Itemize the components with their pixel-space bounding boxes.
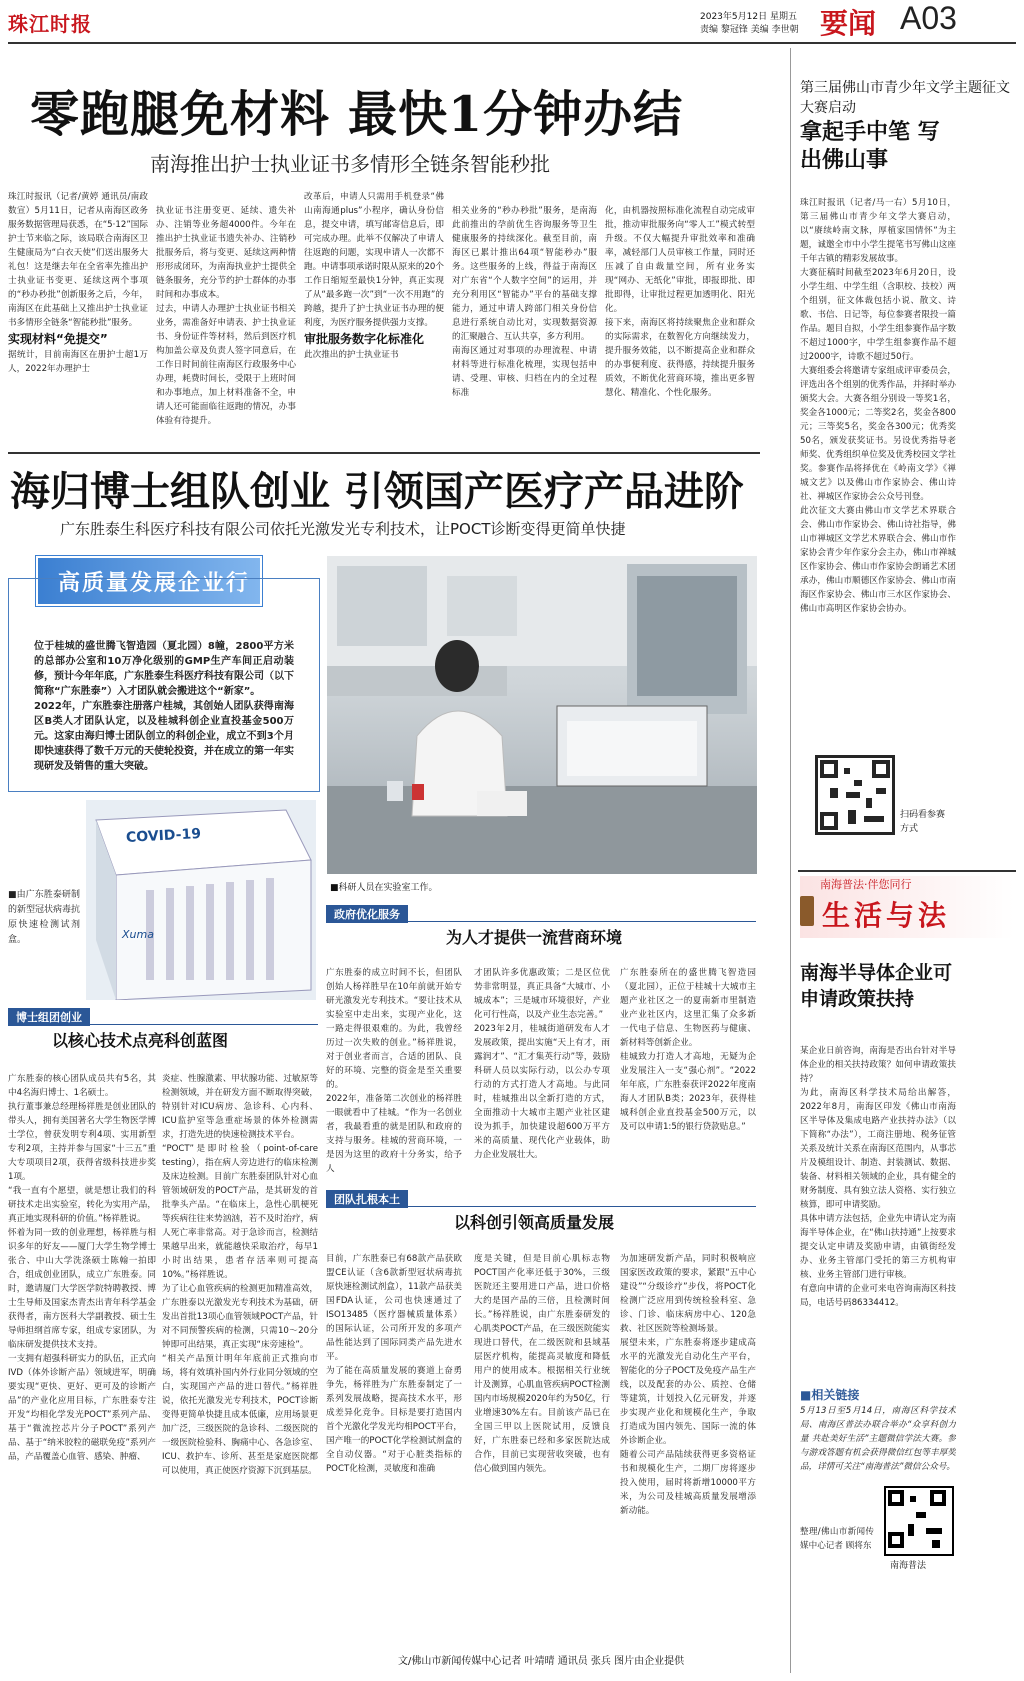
kit-box-brand: Xuma <box>122 928 154 941</box>
story1-col1 <box>8 190 148 450</box>
paper-name: 珠江时报 <box>8 12 92 36</box>
story1-col5-text: 化，由机器按照标准化流程自动完成审批，推动审批服务向“零人工”模式转型升级。不仅大幅提升审批效率和准确率，减轻部门人员审核工作量，同时还压减了自由裁量空间，所有业务实现“网办、无纸化”审批，即报即批、即批即得，让审批过程更加透明化、阳光化。 接下来，南海区将持续聚焦企业和群众的实际需求，在数智化方向继续发力，提升服务效能，以不断提高企业和群众的办事便利度、获得感，持续提升服务质效，不断优化营商环境，推出更多智慧化、精准化、个性化服务。 <box>605 206 755 398</box>
qr-code-icon <box>886 1488 948 1550</box>
section-label: 要闻 <box>820 7 877 40</box>
gavel-icon <box>800 896 814 926</box>
section-a-col2 <box>162 1058 318 1668</box>
sidebar-bottom-rule <box>798 870 1016 872</box>
sidebar-bottom-credit-text: 整理/佛山市新闻传媒中心记者 顾将东 <box>800 1527 874 1551</box>
section-c-title: 以科创引领高质量发展 <box>454 1213 615 1232</box>
story1-col1-subhead: 实现材料“免提交” <box>8 332 108 346</box>
sidebar-bottom-credit <box>800 1525 874 1585</box>
kit-photo-svg <box>86 800 316 1000</box>
sidebar-top-qr <box>815 755 895 835</box>
story1-col5 <box>605 190 755 450</box>
story1-rule <box>8 452 760 454</box>
section-b-col1 <box>326 952 462 1182</box>
section-a-col1-text: 广东胜泰的核心团队成员共有5名，其中4名海归博士、1名硕士。 执行董事兼总经理杨祥胜是创业团队的带头人，拥有美国著名大学生物医学博士学位，曾获发明专利4项、实用新型专利2项，主持并参与国家“十三五”重大专项项目2项，获得省级科技进步奖1项。 “我一直有个愿望，就是想让我们的科研技术走出实验室，转化为实用产品，真正地实现科研的价值。”杨祥胜说。 怀着为同一致的创业理想，杨祥胜与相识多年的好友——厦门大学生物学博士张合、中山大学洗涤硕士陈翰一拍即合，组成创业团队，成立广东胜泰。同时，邀请厦门大学医学院特聘教授、博士生导师及国家杰青杰出青年科学基金获得者，南方医科大学副教授、硕士生导师担纲首席专家，组成专家团队，为临床研发提供技术支持。 一支拥有超强科研实力的队伍，正式向IVD（体外诊断产品）领域进军，明确要实现“更快、更好、更可及的诊断产品”的产业化应用目标，广东胜泰专注开发“均相化学发光POCT”系列产品、基于“微流控芯片分子POCT”系列产品、基于“纳米胶粒的磁联免疫”系列产品，产品覆盖心血管、感染、肿瘤、 <box>8 1074 156 1462</box>
section-c-rule <box>326 1206 756 1207</box>
sidebar-bottom-headline: 南海半导体企业可申请政策扶持 <box>800 962 953 1010</box>
sidebar-top-body <box>800 182 956 742</box>
sidebar-top-kicker: 第三届佛山市青少年文学主题征文大赛启动 <box>800 80 1010 116</box>
story1-col4-text: 相关业务的“秒办秒批”服务，是南海此前推出的孕前优生咨询服务等卫生健康服务的持续深化。截至目前，南海区已累计推出64项“智能秒办”服务。这些服务的上线，得益于南海区对广东省“个人数字空间”的运用，并充分利用区“智能办”平台的基础支撑能力，通过申请人跨部门相关身份信息进行系统自动比对，实现数据资源的汇聚融合、互认共享，多方利用。 南海区通过对事项的办理流程、申请材料等进行标准化梳理，实现包括申请、受理、审核、归档在内的全过程标准 <box>452 206 597 398</box>
section-a-rule <box>8 1024 318 1025</box>
story1-headline: 零跑腿免材料 最快1分钟办结 <box>30 85 684 143</box>
sidebar-bottom-body <box>800 1030 956 1380</box>
kit-photo-caption <box>8 888 80 998</box>
section-b-rule <box>326 921 756 922</box>
section-b-col2 <box>474 952 610 1182</box>
story1-col1-text: 珠江时报讯（记者/黄婷 通讯员/南政数宣）5月11日，记者从南海区政务服务数据管理局获悉，在“5·12”国际护士节来临之际，该局联合南海区卫生健康局为“白衣天使”们送出服务大礼包！这是继去年在全省率先推出护士执业证书变更、延续这两个事项的“秒办秒批”创新服务之后，今年，南海区在此基础上又推出护士执业证书多情形全链条“智能秒批”服务。 <box>8 192 148 328</box>
editor-line: 责编 黎冠锋 美编 李世朝 <box>700 25 799 35</box>
section-c-col1-text: 目前，广东胜泰已有68款产品获欧盟CE认证（含6款新型冠状病毒抗原快速检测试剂盒），11款产品获美国FDA认证，公司也快速通过了ISO13485（医疗器械质量体系）的国际认证，公司所开发的多项产品性能达到了国际同类产品先进水平。 为了能在高质量发展的赛道上奋勇争先，杨祥胜为广东胜泰制定了一系列发展战略，提高技术水平，形成差异化竞争。目标是要打造国内首个光激化学发光均相POCT平台，国产唯一的POCT化学检测试剂盒的全自动仪器。“对于心脏类指标的POCT化检测，灵敏度和准确 <box>326 1254 462 1474</box>
qr-code-icon <box>818 758 892 832</box>
section-a-col2-text: 炎症、性腺激素、甲状腺功能、过敏原等检测领域，并在研发方面不断取得突破，特别针对ICU病房、急诊科、心内科、ICU监护室等急重症场景的体外检测需求，打造先进的快速检测技术平台。 “POCT”是即时检验（point-of-care testing），指在病人旁边进行的临床检测及床边检测。目前广东胜泰团队针对心血管领域研发的POCT产品，是其研发的首批拳头产品。“在临床上，急性心肌梗死等疾病往往来势汹汹，若不及时治疗，病人死亡率非常高。对于急诊而言，检测结果越早出来，就能越快采取治疗，每早1小时出结果，患者存活率则可提高10%。”杨祥胜说。 为了让心血管疾病的检测更加精准高效，广东胜泰以光激发光专利技术为基础，研发出首批13项心血管领域POCT产品，针对不同预警疾病的检测，只需10～20分钟即可出结果，真正实现“床旁速检”。 “相关产品预计明年年底前正式推向市场，将有效填补国内外行业同分领域的空白，实现国产产品的进口替代。”杨祥胜说，依托光激发光专利技术，POCT诊断变得更简单快捷且成本低廉，应用场景更加广泛，三级医院的急诊科、二级医院的一级医院检验科、胸痛中心、各急诊室、ICU、救护车、诊所、甚至是家庭医院都可以使用，真正使医疗资源下沉到基层。 <box>162 1074 318 1476</box>
kit-box-label: COVID-19 <box>125 826 202 846</box>
sidebar-top-body-text: 珠江时报讯（记者/马一右）5月10日，第三届佛山市青少年文学大赛启动，以“赓续岭南文脉，厚植家国情怀”为主题，诚邀全市中小学生提笔书写佛山这座千年古镇的精彩发展故事。 大赛征稿时间截至2023年6月20日，设小学生组、中学生组（含职校、技校）两个组别，征文体裁包括小说、散文、诗歌、书信、日记等，每位参赛者限投一篇作品。题目自拟，小学生组参赛作品字数不超过1000字，中学生组参赛作品不超过2000字，诗歌不超过50行。 大赛组委会将邀请专家组成评审委员会，评选出各个组别的优秀作品，并择时举办颁奖大会。大赛各组分别设一等奖1名，奖金各1000元；二等奖2名，奖金各800元；三等奖5名，奖金各300元；优秀奖50名，颁发获奖证书。另设优秀指导老师奖、优秀组织单位奖及优秀校园文学社奖。参赛作品将择优在《岭南文学》《禅城文艺》以及佛山市作家协会、佛山诗社、禅城区作家协会公众号刊登。 此次征文大赛由佛山市文学艺术界联合会、佛山市作家协会、佛山诗社指导，佛山市禅城区文学艺术界联合会、佛山市作家协会青少年作家分会主办，佛山市禅城区作家协会、佛山市作家协会朗诵艺术团承办，佛山市顺德区作家协会、佛山市南海区作家协会、佛山市三水区作家协会、佛山市高明区作家协会协办。 <box>800 198 956 614</box>
section-a-tag: 博士组团创业 <box>8 1008 90 1026</box>
sidebar-divider <box>790 48 791 1673</box>
section-c-tag: 团队扎根本土 <box>326 1190 408 1208</box>
section-c-col3 <box>620 1238 756 1638</box>
law-qr <box>884 1486 954 1556</box>
kit-photo <box>86 800 316 1000</box>
story1-col4 <box>452 190 597 450</box>
section-a-title: 以核心技术点亮科创蓝图 <box>52 1031 229 1050</box>
lab-photo-caption: ■科研人员在实验室工作。 <box>330 883 438 893</box>
story2-lead <box>34 624 294 784</box>
story1-col1-tail: 据统计，目前南海区在册护士超1万人，2022年办理护士 <box>8 350 148 374</box>
section-c-col2 <box>474 1238 610 1638</box>
page-number: A03 <box>900 0 957 36</box>
kit-photo-caption-text: ■由广东胜泰研制的新型冠状病毒抗原快速检测试剂盒。 <box>8 890 80 945</box>
lab-photo <box>327 556 757 874</box>
law-qr-caption: 南海普法 <box>890 1561 927 1571</box>
section-a-col1 <box>8 1058 156 1668</box>
footer-credit: 文/佛山市新闻传媒中心记者 叶靖晴 通讯员 张兵 图片由企业提供 <box>398 1656 685 1667</box>
story2-headline: 海归博士组队创业 引领国产医疗产品进阶 <box>10 468 744 515</box>
law-banner <box>800 876 1014 938</box>
story1-col2 <box>156 190 296 450</box>
masthead-rule <box>8 42 1016 44</box>
section-b-col2-text: 才团队许多优惠政策；二是区位优势非常明显，真正具备“大城市、小城成本”；三是城市环境很好，产业化可行性高，以及产业生态完善。” 2023年2月，桂城街道研发布人才发展政策，提出实施“天上有才，雨露润才”、“汇才集英行动”等，鼓励科研人员以实际行动，以公办专项行动的方式打造人才高地。与此同时，桂城推出以全新打造的方式，全面推动十大城市主题产业社区建设为抓手，加快建设超600万平方米的高质量、现代化产业载体，助力企业发展壮大。 <box>474 968 610 1160</box>
story1-col2-text: 执业证书注册变更、延续、遗失补办、注销等业务超4000件。今年在推出护士执业证书遗失补办、注销秒批服务后，将与变更、延续这两种情形形成闭环，为南海执业护士提供全链条服务，充分节约护士群体的办事时间和办事成本。 过去，申请人办理护士执业证书相关业务，需准备好申请表、护士执业证书、身份证件等材料，然后到医疗机构加盖公章及负责人签字同意后，在工作日时间前往南海区行政服务中心办理，耗费时间长，受限于上班时间和办事地点，加上材料准备不全，申请人还可能面临往返跑的情况，办事体验有待提升。 <box>156 206 296 426</box>
story1-col3-subhead: 审批服务数字化标准化 <box>304 332 425 346</box>
section-b-tag: 政府优化服务 <box>326 905 408 923</box>
lab-photo-svg <box>327 556 757 874</box>
section-b-col3-text: 广东胜泰所在的盛世腾飞智造园（夏北园），正位于桂城十大城市主题产业社区之一的夏南新市里制造业产业社区内，这里汇集了众多新一代电子信息、生物医药与健康、新材料等创新企业。 桂城致力打造人才高地，无疑为企业发展注入一支“强心剂”。“2022年年底，广东胜泰获评2022年度南海人才团队B类；2023年，获得桂城科创企业直投基金500万元，以及可以申请1:5的银行贷款贴息。” <box>620 968 756 1132</box>
sidebar-top-qr-caption: 扫码看参赛方式 <box>900 810 946 834</box>
section-b-col3 <box>620 952 756 1182</box>
section-c-col3-text: 为加速研发新产品，同时积极响应国家医改政策的要求，紧跟“五中心建设”“分级诊疗”步伐，将POCT化检测广泛应用到传统检验科室、急诊、门诊、临床病房中心、120急救、社区医院等检测场景。 展望未来，广东胜泰将逐步建成高水平的光激发光自动化生产平台，智能化的分子POCT及免疫产品生产线，以及配套的办公、质控、仓储等建筑，计划投入亿元研发，并逐步实现产业化和规模化生产，争取打造成为国内领先、国际一流的体外诊断企业。 随着公司产品陆续获得更多资格证书和规模化生产，二期厂房将逐步投入使用，届时将新增10000平方米，为公司及桂城高质量发展增添新动能。 <box>620 1254 756 1516</box>
enterprise-logo-text: 高质量发展企业行 <box>58 570 251 596</box>
story1-col3-tail: 此次推出的护士执业证书 <box>304 350 399 360</box>
sidebar-top-headline: 拿起手中笔 写出佛山事 <box>800 119 940 173</box>
section-b-title: 为人才提供一流营商环境 <box>446 928 623 947</box>
date-line: 2023年5月12日 星期五 <box>700 12 797 22</box>
section-c-col2-text: 度是关键，但是目前心肌标志物POCT国产化率还低于30%，三级医院还主要用进口产品，进口价格大约是国产品的三倍，且检测时间长。”杨祥胜说，由广东胜泰研发的心肌类POCT产品，在三级医院能实现进口替代，在二级医院和县域基层医疗机构，能提高灵敏度和降低用户的使用成本。根据相关行业统计及测算，心肌血管疾病POCT检测国内市场规模2020年约为50亿，行业增速30%左右。目前该产品已在全国三甲以上医院试用，反馈良好，广东胜泰已经和多家医院达成合作，目前已实现营收突破，也有信心做到国内领先。 <box>474 1254 610 1474</box>
law-banner-title: 生活与法 <box>822 899 951 932</box>
related-body-text: 5月13日至5月14日，南海区科学技术局、南海区普法办联合举办“众享科创力量 共赴美好生活”主题微信学法大赛。参与游戏答题有机会获得微信红包等丰厚奖品，详情可关注“南海普法”微信公众号。 <box>800 1406 956 1472</box>
story1-col3 <box>304 190 444 450</box>
story1-subhead: 南海推出护士执业证书多情形全链条智能秒批 <box>150 152 550 176</box>
section-c-col1 <box>326 1238 462 1638</box>
law-banner-kicker: 南海普法·伴您同行 <box>820 878 912 891</box>
story2-lead-text: 位于桂城的盛世腾飞智造园（夏北园）8幢，2800平方米的总部办公室和10万净化级别的GMP生产车间正启动装修，预计今年年底，广东胜泰生科医疗科技有限公司（以下简称“广东胜泰”）入才团队就会搬进这个“新家”。 2022年，广东胜泰注册落户桂城，其创始人团队获得南海区B类人才团队认定，以及桂城科创企业直投基金500万元。这家由海归博士团队创立的科创企业，成立不到3个月即快速获得了数千万元的天使轮投资，并在成立的第一年实现研发及销售的重大突破。 <box>34 641 294 772</box>
sidebar-bottom-body-text: 某企业日前咨询，南海是否出台针对半导体企业的相关扶持政策？如何申请政策扶持？ 为此，南海区科学技术局给出解答，2022年8月，南海区印发《佛山市南海区半导体及集成电路产业扶持办法》（以下简称“办法”），工商注册地、税务征管关系及统计关系在南海区范围内，从事芯片及模组设计、制造、封装测试、数据、装备、材料相关领域的企业，具有健全的财务制度、具有独立法人资格、实行独立核算，即可申请奖励。 具体申请方法包括，企业先申请认定为南海半导体企业，在“佛山扶持通”上按要求提交认定申请及奖励申请，由镇街经发办、业务主管部门受托的第三方机构审核、业务主管部门进行审核。 有意向申请的企业可来电咨询南海区科技局，电话号码86334412。 <box>800 1046 956 1308</box>
story1-col3-text: 改革后，申请人只需用手机登录“佛山南海通plus”小程序，确认身份信息，提交申请，填写邮寄信息后，即可完成办理。此举不仅解决了申请人往返跑的问题，实现申请人一次都不跑。申请事项承诺时限从原来的20个工作日缩短至最快1分钟，真正实现了从“最多跑一次”到“一次不用跑”的跨越，提升了护士执业证书办理的便利度，为医疗服务提供强力支撑。 <box>304 192 444 328</box>
story2-subhead: 广东胜泰生科医疗科技有限公司依托光激发光专利技术，让POCT诊断变得更简单快捷 <box>60 520 626 538</box>
section-b-col1-text: 广东胜泰的成立时间不长，但团队创始人杨祥胜早在10年前就开始专研光激发光专利技术。“要让技术从实验室中走出来，实现产业化，这一路走得很艰难的。为此，我曾经历过一次失败的创业。”杨祥胜说，对于创业者而言，合适的团队、良好的环境、完整的资金是至关重要的。 2022年，准备第二次创业的杨祥胜一眼就看中了桂城。“作为一名创业者，我最看重的就是团队和政府的支持与服务。桂城的营商环境，一是因为这里的政府十分务实，给予人 <box>326 968 462 1174</box>
related-title: ■相关链接 <box>800 1388 860 1402</box>
